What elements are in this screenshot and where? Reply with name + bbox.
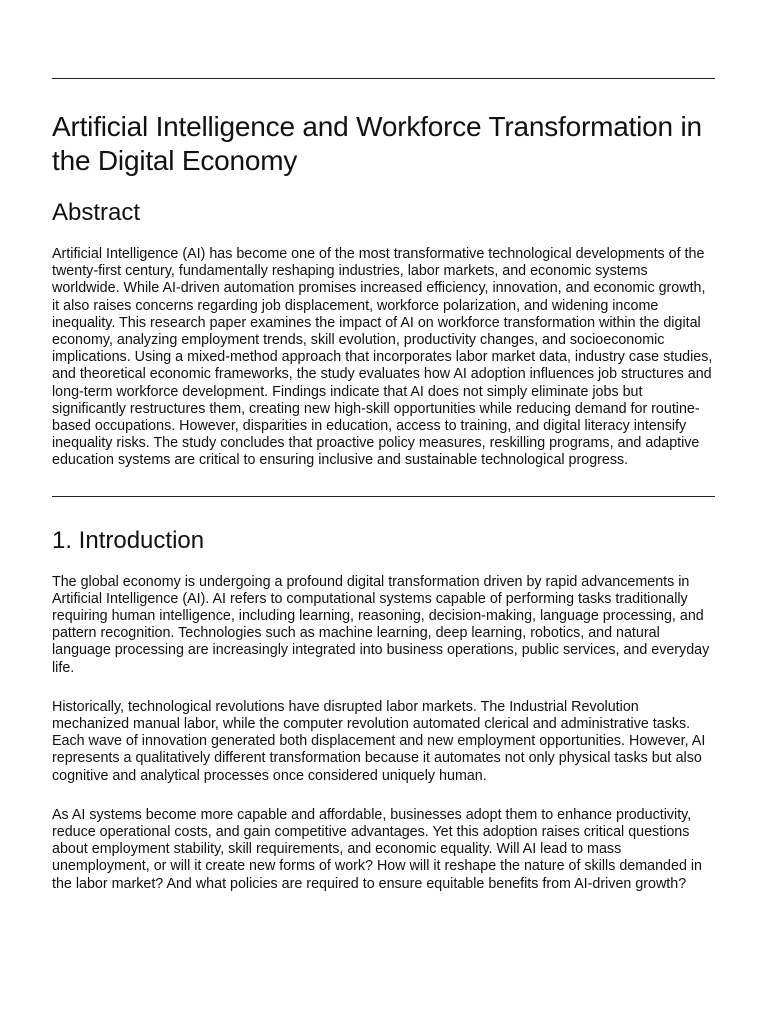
introduction-paragraph: The global economy is undergoing a profound digital transformation driven by rapid advancements in Artificial Intelligence (AI). AI refers to computational systems capable of performing tasks traditionally requiring human intelligence, including learning, reasoning, decision-making, language processing, and pattern recognition. Technologies such as machine learning, deep learning, robotics, and natural language processing are increasingly integrated into business operations, public services, and everyday life. <box>52 573 710 676</box>
introduction-heading: 1. Introduction <box>52 526 205 554</box>
section-divider <box>52 496 715 497</box>
introduction-paragraph: As AI systems become more capable and affordable, businesses adopt them to enhance productivity, reduce operational costs, and gain competitive advantages. Yet this adoption raises critical questions about employment stability, skill requirements, and economic equality. Will AI lead to mass unemployment, or will it create new forms of work? How will it reshape the nature of skills demanded in the labor market? And what policies are required to ensure equitable benefits from AI-driven growth? <box>52 806 702 892</box>
paper-title: Artificial Intelligence and Workforce Transformation in the Digital Economy <box>52 111 702 176</box>
document-page <box>52 0 715 893</box>
abstract-heading: Abstract <box>52 199 141 226</box>
abstract-text: Artificial Intelligence (AI) has become one of the most transformative technological developments of the twenty-first century, fundamentally reshaping industries, labor markets, and economic systems worldwide. While AI-driven automation promises increased efficiency, innovation, and economic growth, it also raises concerns regarding job displacement, workforce polarization, and widening income inequality. This research paper examines the impact of AI on workforce transformation within the digital economy, analyzing employment trends, skill evolution, productivity changes, and socioeconomic implications. Using a mixed-method approach that incorporates labor market data, industry case studies, and theoretical economic frameworks, the study evaluates how AI adoption influences job structures and long-term workforce development. Findings indicate that AI does not simply eliminate jobs but significantly restructures them, creating new high-skill opportunities while reducing demand for routine-based occupations. However, disparities in education, access to training, and digital literacy intensify inequality risks. The study concludes that proactive policy measures, reskilling programs, and adaptive education systems are critical to ensuring inclusive and sustainable technological progress. <box>52 246 713 469</box>
introduction-paragraph: Historically, technological revolutions have disrupted labor markets. The Industrial Revolution mechanized manual labor, while the computer revolution automated clerical and administrative tasks. Each wave of innovation generated both displacement and new employment opportunities. However, AI represents a qualitatively different transformation because it automates not only physical tasks but also cognitive and analytical processes once considered uniquely human. <box>52 698 706 784</box>
top-divider <box>52 78 715 79</box>
